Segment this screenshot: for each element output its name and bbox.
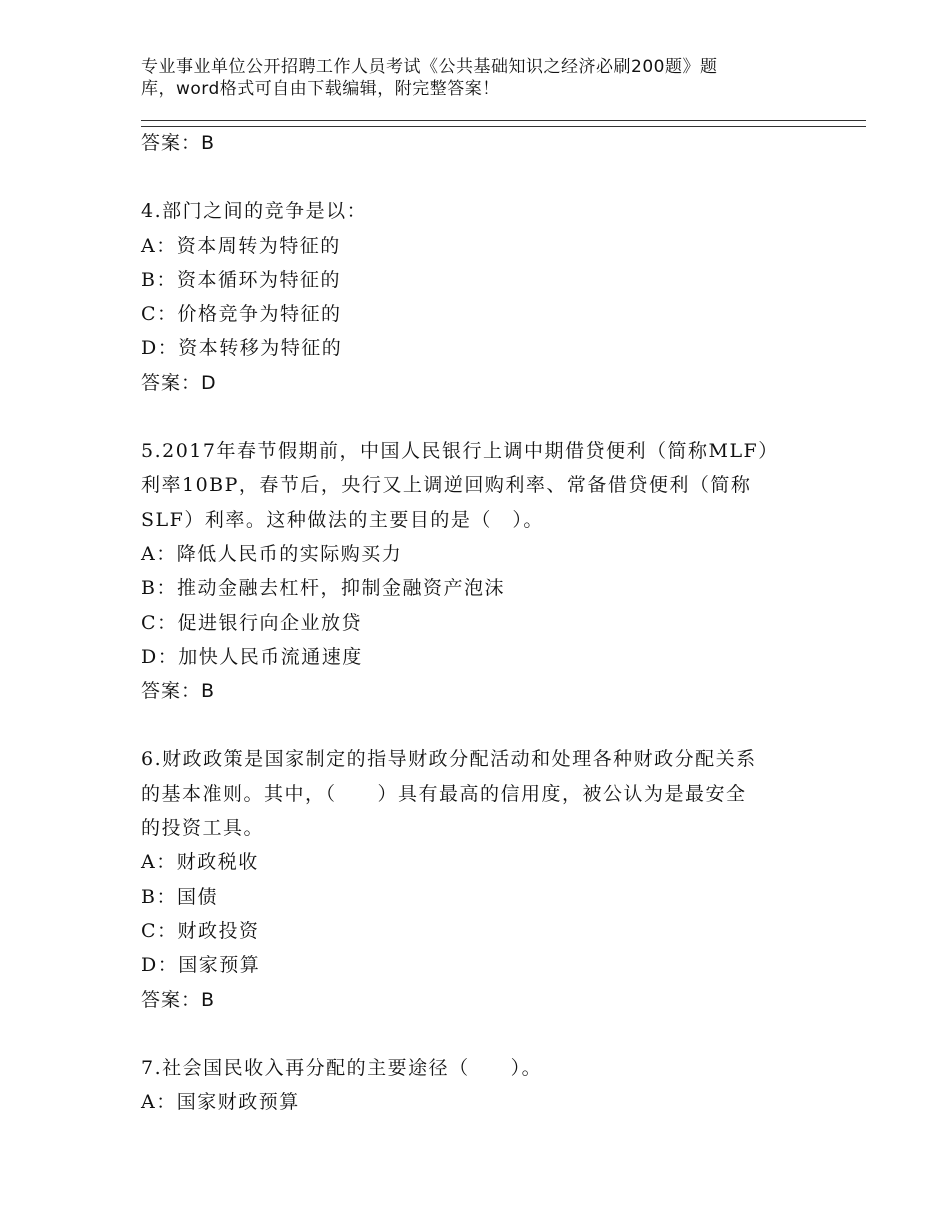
option-d: D：国家预算 <box>141 954 261 977</box>
document-header <box>141 56 841 100</box>
question-5 <box>141 434 841 708</box>
question-list <box>141 126 841 1119</box>
question-text: 的基本准则。其中，（ ）具有最高的信用度，被公认为是最安全 <box>141 782 747 805</box>
question-text: 6.财政政策是国家制定的指导财政分配活动和处理各种财政分配关系 <box>141 748 757 771</box>
question-6 <box>141 742 841 1016</box>
question-text: 利率10BP，春节后，央行又上调逆回购利率、常备借贷便利（简称 <box>141 474 752 497</box>
option-b: B：推动金融去杠杆，抑制金融资产泡沫 <box>141 577 505 600</box>
option-d: D：加快人民币流通速度 <box>141 645 363 668</box>
spacer <box>141 400 841 434</box>
answer: 答案：B <box>141 988 216 1011</box>
option-a: A：降低人民币的实际购买力 <box>141 542 403 565</box>
option-d: D：资本转移为特征的 <box>141 337 343 360</box>
option-c: C：促进银行向企业放贷 <box>141 611 363 634</box>
previous-answer: 答案：B <box>141 132 216 154</box>
spacer <box>141 708 841 742</box>
option-a: A：财政税收 <box>141 851 259 874</box>
header-line-1: 专业事业单位公开招聘工作人员考试《公共基础知识之经济必刷200题》题 <box>141 57 718 77</box>
option-c: C：价格竞争为特征的 <box>141 303 342 326</box>
question-text: 5.2017年春节假期前，中国人民银行上调中期借贷便利（简称MLF） <box>141 440 779 463</box>
question-text: SLF）利率。这种做法的主要目的是（ ）。 <box>141 508 544 531</box>
option-a: A：国家财政预算 <box>141 1091 300 1114</box>
spacer <box>141 160 841 194</box>
question-text: 的投资工具。 <box>141 817 265 840</box>
question-7 <box>141 1051 841 1120</box>
question-text: 7.社会国民收入再分配的主要途径（ ）。 <box>141 1056 543 1079</box>
answer: 答案：B <box>141 680 216 703</box>
option-a: A：资本周转为特征的 <box>141 234 341 257</box>
option-b: B：国债 <box>141 885 218 908</box>
question-4 <box>141 194 841 400</box>
option-c: C：财政投资 <box>141 919 260 942</box>
spacer <box>141 1017 841 1051</box>
question-text: 4.部门之间的竞争是以： <box>141 200 368 223</box>
answer: 答案：D <box>141 371 217 394</box>
option-b: B：资本循环为特征的 <box>141 268 341 291</box>
header-line-2: 库，word格式可自由下载编辑，附完整答案！ <box>141 79 500 99</box>
